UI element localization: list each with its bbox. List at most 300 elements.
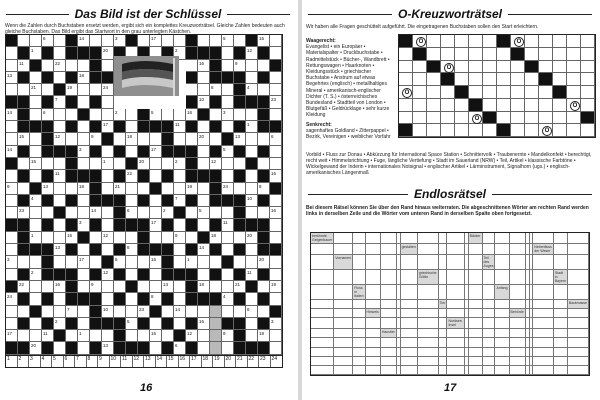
grid-cell[interactable] [54,121,66,133]
grid-cell[interactable] [18,318,30,330]
grid-cell[interactable] [66,269,78,281]
o-grid-cell[interactable] [441,61,455,74]
grid-cell[interactable] [18,342,30,354]
grid-cell[interactable] [162,146,174,158]
grid-cell[interactable] [102,330,114,342]
grid-cell[interactable] [6,232,18,244]
endlos-cell[interactable] [418,244,439,255]
endlos-cell[interactable] [533,357,554,366]
endlos-cell[interactable] [353,233,365,244]
grid-cell[interactable] [138,35,150,47]
grid-cell[interactable]: 6 [126,244,138,256]
o-grid-cell[interactable] [469,61,483,74]
grid-cell[interactable] [198,269,210,281]
grid-cell[interactable] [186,293,198,305]
grid-cell[interactable] [162,256,174,268]
endlos-cell[interactable] [533,255,554,270]
key-cell[interactable]: 18 [202,356,214,367]
grid-cell[interactable]: 15 [18,133,30,145]
grid-cell[interactable] [66,281,78,293]
endlos-cell[interactable] [447,285,464,300]
grid-cell[interactable] [126,232,138,244]
grid-cell[interactable] [18,219,30,231]
grid-cell[interactable]: 13 [234,133,246,145]
grid-cell[interactable]: 6 [270,133,282,145]
grid-cell[interactable]: 22 [54,60,66,72]
endlos-cell[interactable] [483,366,496,375]
grid-cell[interactable] [138,293,150,305]
o-grid-cell[interactable] [539,124,553,137]
grid-cell[interactable]: 6 [174,342,186,354]
grid-cell[interactable] [18,244,30,256]
grid-cell[interactable] [6,207,18,219]
o-grid-cell[interactable] [525,86,539,99]
o-grid-cell[interactable] [539,61,553,74]
grid-cell[interactable] [150,318,162,330]
grid-cell[interactable] [246,318,258,330]
grid-cell[interactable] [114,281,126,293]
endlos-cell[interactable] [311,329,334,338]
endlos-cell[interactable] [353,338,365,347]
grid-cell[interactable] [54,219,66,231]
endlos-cell[interactable] [568,270,589,285]
grid-cell[interactable] [198,170,210,182]
key-cell[interactable]: 4 [41,356,53,367]
grid-cell[interactable] [222,269,234,281]
grid-cell[interactable]: 6 [42,35,54,47]
grid-cell[interactable] [6,170,18,182]
grid-cell[interactable] [222,72,234,84]
o-grid-cell[interactable] [469,35,483,48]
grid-cell[interactable]: 16 [186,109,198,121]
grid-cell[interactable]: 17 [102,121,114,133]
grid-cell[interactable] [186,72,198,84]
endlos-cell[interactable] [554,357,568,366]
grid-cell[interactable] [210,281,222,293]
grid-cell[interactable] [246,60,258,72]
o-grid-cell[interactable] [511,48,525,61]
grid-cell[interactable] [234,244,246,256]
grid-cell[interactable]: 18 [198,281,210,293]
o-grid-cell[interactable] [427,124,441,137]
key-cell[interactable]: 21 [236,356,248,367]
grid-cell[interactable] [66,60,78,72]
grid-cell[interactable] [102,195,114,207]
grid-cell[interactable]: 13 [42,183,54,195]
grid-cell[interactable] [174,96,186,108]
grid-cell[interactable] [102,183,114,195]
grid-cell[interactable]: 9 [174,232,186,244]
grid-cell[interactable]: 24 [222,183,234,195]
grid-cell[interactable]: 9 [234,60,246,72]
endlos-cell[interactable] [334,366,353,375]
endlos-cell[interactable] [469,357,483,366]
endlos-cell[interactable] [533,270,554,285]
o-grid-cell[interactable] [483,99,497,112]
o-grid-cell[interactable] [567,86,581,99]
endlos-cell[interactable] [469,348,483,357]
endlos-cell[interactable] [418,300,439,309]
grid-cell[interactable]: 3 [222,109,234,121]
endlos-cell[interactable] [495,338,509,347]
grid-cell[interactable]: 10 [102,306,114,318]
grid-cell[interactable]: 6 [42,109,54,121]
endlos-cell[interactable] [568,244,589,255]
grid-cell[interactable] [90,35,102,47]
o-grid-cell[interactable] [455,61,469,74]
endlos-cell[interactable] [381,357,397,366]
grid-cell[interactable]: 3 [270,318,282,330]
o-grid-cell[interactable] [539,48,553,61]
grid-cell[interactable]: 15 [258,35,270,47]
grid-cell[interactable]: 20 [198,133,210,145]
o-grid-cell[interactable] [511,61,525,74]
grid-cell[interactable] [54,84,66,96]
endlos-cell[interactable] [439,348,448,357]
grid-cell[interactable] [54,256,66,268]
endlos-cell[interactable] [334,244,353,255]
grid-cell[interactable]: 19 [270,281,282,293]
grid-cell[interactable] [54,109,66,121]
grid-cell[interactable] [66,293,78,305]
key-cell[interactable]: 1 [6,356,18,367]
grid-cell[interactable] [258,84,270,96]
grid-cell[interactable] [162,195,174,207]
grid-cell[interactable]: 17 [150,35,162,47]
grid-cell[interactable] [210,195,222,207]
grid-cell[interactable] [258,306,270,318]
o-grid-cell[interactable] [399,35,413,48]
grid-cell[interactable] [54,207,66,219]
grid-cell[interactable] [42,158,54,170]
grid-cell[interactable] [270,293,282,305]
endlos-cell[interactable] [418,366,439,375]
key-cell[interactable]: 23 [259,356,271,367]
grid-cell[interactable] [90,96,102,108]
grid-cell[interactable] [6,219,18,231]
grid-cell[interactable] [162,269,174,281]
grid-cell[interactable] [162,293,174,305]
grid-cell[interactable] [102,146,114,158]
grid-cell[interactable] [234,318,246,330]
grid-cell[interactable] [258,293,270,305]
endlos-cell[interactable] [554,233,568,244]
grid-cell[interactable] [186,121,198,133]
grid-cell[interactable] [234,330,246,342]
o-grid-cell[interactable] [427,61,441,74]
grid-cell[interactable] [150,183,162,195]
grid-cell[interactable]: 16 [270,207,282,219]
endlos-cell[interactable] [418,309,439,318]
grid-cell[interactable] [258,72,270,84]
grid-cell[interactable] [78,207,90,219]
o-grid-cell[interactable] [553,48,567,61]
endlos-cell[interactable] [469,318,483,329]
grid-cell[interactable] [30,293,42,305]
o-grid-cell[interactable] [525,48,539,61]
grid-cell[interactable] [246,293,258,305]
grid-cell[interactable]: 8 [150,293,162,305]
endlos-cell[interactable] [381,318,397,329]
grid-cell[interactable]: 18 [126,133,138,145]
grid-cell[interactable] [246,342,258,354]
grid-cell[interactable] [42,318,54,330]
grid-cell[interactable] [90,195,102,207]
grid-cell[interactable] [174,219,186,231]
o-grid-cell[interactable] [441,86,455,99]
grid-cell[interactable] [114,244,126,256]
grid-cell[interactable] [222,342,234,354]
grid-cell[interactable] [234,219,246,231]
grid-cell[interactable] [6,244,18,256]
o-grid-cell[interactable] [399,73,413,86]
endlos-cell[interactable] [533,300,554,309]
grid-cell[interactable] [174,244,186,256]
grid-cell[interactable] [42,256,54,268]
grid-cell[interactable] [66,121,78,133]
grid-cell[interactable] [198,219,210,231]
grid-cell[interactable] [78,60,90,72]
grid-cell[interactable]: 21 [234,281,246,293]
grid-cell[interactable]: 5 [222,146,234,158]
grid-cell[interactable] [150,195,162,207]
grid-cell[interactable] [186,219,198,231]
grid-cell[interactable] [78,195,90,207]
grid-cell[interactable]: 21 [30,84,42,96]
grid-cell[interactable]: 23 [138,306,150,318]
grid-cell[interactable] [162,232,174,244]
endlos-cell[interactable] [334,285,353,300]
grid-cell[interactable]: 2 [174,158,186,170]
o-grid-cell[interactable] [553,86,567,99]
grid-cell[interactable] [270,232,282,244]
o-grid-cell[interactable] [399,99,413,112]
grid-cell[interactable] [30,170,42,182]
endlos-cell[interactable] [334,338,353,347]
grid-cell[interactable]: 22 [126,170,138,182]
grid-cell[interactable] [126,35,138,47]
endlos-cell[interactable] [554,300,568,309]
grid-cell[interactable] [114,146,126,158]
grid-cell[interactable] [222,47,234,59]
grid-cell[interactable] [18,306,30,318]
grid-cell[interactable] [210,146,222,158]
grid-cell[interactable] [234,96,246,108]
o-grid-cell[interactable] [581,86,595,99]
grid-cell[interactable] [186,306,198,318]
grid-cell[interactable] [18,170,30,182]
grid-cell[interactable]: 18 [210,232,222,244]
key-cell[interactable]: 22 [248,356,260,367]
grid-cell[interactable]: 1 [246,121,258,133]
grid-cell[interactable] [126,109,138,121]
grid-cell[interactable] [102,207,114,219]
grid-cell[interactable] [126,96,138,108]
endlos-cell[interactable] [447,233,464,244]
grid-cell[interactable] [78,281,90,293]
grid-cell[interactable] [114,219,126,231]
grid-cell[interactable] [222,256,234,268]
grid-cell[interactable] [222,281,234,293]
grid-cell[interactable] [42,306,54,318]
grid-cell[interactable] [270,60,282,72]
endlos-cell[interactable] [366,366,381,375]
endlos-cell[interactable] [510,357,526,366]
grid-cell[interactable] [18,330,30,342]
grid-cell[interactable] [234,35,246,47]
grid-cell[interactable] [54,306,66,318]
endlos-cell[interactable] [334,233,353,244]
grid-cell[interactable] [186,318,198,330]
key-cell[interactable]: 3 [29,356,41,367]
grid-cell[interactable] [54,158,66,170]
grid-cell[interactable] [18,232,30,244]
grid-cell[interactable]: 13 [102,342,114,354]
grid-cell[interactable] [162,219,174,231]
grid-cell[interactable] [186,84,198,96]
grid-cell[interactable]: 1 [102,158,114,170]
grid-cell[interactable] [90,342,102,354]
grid-cell[interactable] [210,330,222,342]
o-grid-cell[interactable] [581,48,595,61]
grid-cell[interactable] [18,47,30,59]
grid-cell[interactable] [66,330,78,342]
grid-cell[interactable] [162,306,174,318]
o-grid-cell[interactable] [469,99,483,112]
grid-cell[interactable] [138,133,150,145]
endlos-cell[interactable] [533,348,554,357]
grid-cell[interactable] [186,35,198,47]
endlos-cell[interactable] [568,318,589,329]
grid-cell[interactable] [90,269,102,281]
o-grid-cell[interactable] [553,112,567,125]
grid-cell[interactable] [258,121,270,133]
grid-cell[interactable] [30,207,42,219]
grid-cell[interactable] [138,96,150,108]
grid-cell[interactable] [174,35,186,47]
o-grid-cell[interactable] [553,35,567,48]
grid-cell[interactable] [138,146,150,158]
grid-cell[interactable] [78,84,90,96]
endlos-cell[interactable] [483,348,496,357]
grid-cell[interactable] [102,72,114,84]
grid-cell[interactable] [186,158,198,170]
endlos-cell[interactable] [533,338,554,347]
o-grid-cell[interactable] [539,99,553,112]
grid-cell[interactable] [90,60,102,72]
grid-cell[interactable] [258,133,270,145]
endlos-cell[interactable] [447,366,464,375]
o-grid-cell[interactable] [469,73,483,86]
key-cell[interactable]: 20 [225,356,237,367]
grid-cell[interactable] [258,232,270,244]
endlos-cell[interactable] [469,329,483,338]
grid-cell[interactable] [198,109,210,121]
endlos-cell[interactable] [418,255,439,270]
grid-cell[interactable] [162,244,174,256]
grid-cell[interactable] [210,183,222,195]
grid-cell[interactable] [30,146,42,158]
o-grid-cell[interactable] [413,112,427,125]
grid-cell[interactable] [18,293,30,305]
grid-cell[interactable] [198,47,210,59]
endlos-cell[interactable] [311,244,334,255]
grid-cell[interactable] [258,109,270,121]
grid-cell[interactable]: 4 [222,293,234,305]
grid-cell[interactable] [246,158,258,170]
endlos-cell[interactable] [483,244,496,255]
o-grid-cell[interactable] [567,35,581,48]
endlos-cell[interactable] [334,300,353,309]
endlos-cell[interactable] [401,366,418,375]
grid-cell[interactable] [102,60,114,72]
grid-cell[interactable]: 18 [258,330,270,342]
grid-cell[interactable] [42,342,54,354]
grid-cell[interactable] [126,293,138,305]
endlos-cell[interactable] [439,338,448,347]
grid-cell[interactable] [222,207,234,219]
endlos-cell[interactable] [401,285,418,300]
grid-cell[interactable] [270,342,282,354]
grid-cell[interactable] [198,293,210,305]
o-grid-cell[interactable] [483,86,497,99]
grid-cell[interactable] [234,47,246,59]
grid-cell[interactable] [234,72,246,84]
o-grid-cell[interactable] [581,124,595,137]
endlos-cell[interactable] [495,255,509,270]
grid-cell[interactable] [66,109,78,121]
o-grid-cell[interactable] [399,86,413,99]
grid-cell[interactable] [6,318,18,330]
grid-cell[interactable] [210,306,222,318]
grid-cell[interactable] [78,293,90,305]
endlos-cell[interactable] [469,309,483,318]
key-cell[interactable]: 6 [64,356,76,367]
o-grid-cell[interactable] [413,86,427,99]
grid-cell[interactable] [6,47,18,59]
endlos-cell[interactable] [334,318,353,329]
o-grid-cell[interactable] [525,112,539,125]
grid-cell[interactable] [114,330,126,342]
key-cell[interactable]: 2 [18,356,30,367]
grid-cell[interactable] [6,342,18,354]
grid-cell[interactable]: 11 [246,269,258,281]
grid-cell[interactable] [270,146,282,158]
grid-cell[interactable] [6,96,18,108]
grid-cell[interactable] [126,219,138,231]
grid-cell[interactable] [90,170,102,182]
grid-cell[interactable]: 18 [78,72,90,84]
endlos-cell[interactable] [311,357,334,366]
endlos-cell[interactable] [334,270,353,285]
key-cell[interactable]: 11 [121,356,133,367]
grid-cell[interactable] [66,47,78,59]
endlos-cell[interactable] [366,300,381,309]
grid-cell[interactable] [114,121,126,133]
grid-cell[interactable] [66,183,78,195]
grid-cell[interactable] [234,256,246,268]
grid-cell[interactable] [66,96,78,108]
grid-cell[interactable] [126,306,138,318]
grid-cell[interactable] [174,183,186,195]
grid-cell[interactable] [210,133,222,145]
grid-cell[interactable]: 12 [210,158,222,170]
grid-cell[interactable] [270,183,282,195]
grid-cell[interactable] [234,170,246,182]
grid-cell[interactable] [246,96,258,108]
grid-cell[interactable] [6,121,18,133]
grid-cell[interactable] [246,256,258,268]
